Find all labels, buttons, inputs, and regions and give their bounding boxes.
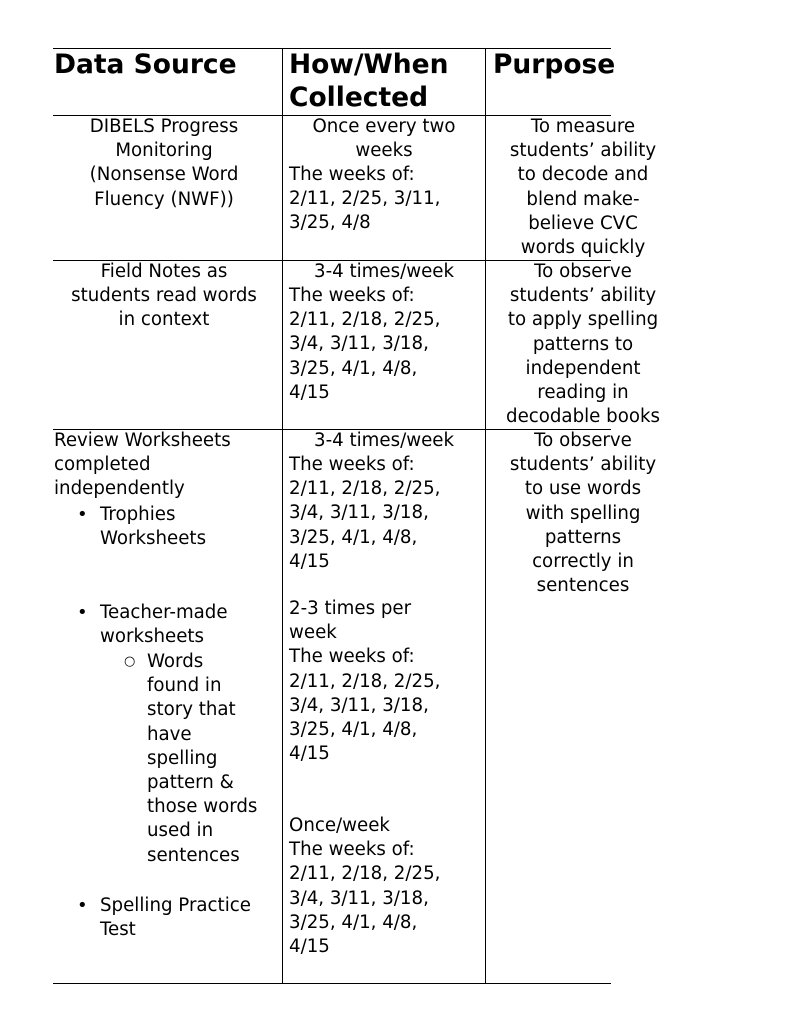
row-2-when-detail: The weeks of: 2/11, 2/18, 2/25, 3/4, 3/11, 3/18, 3/25, 4/1, 4/8, 4/15 bbox=[289, 285, 441, 403]
bullet-spelling-practice-test: Spelling Practice Test bbox=[100, 895, 251, 941]
row-3-purpose: To observe students’ ability to use words with spelling patterns correctly in sentences bbox=[509, 430, 657, 597]
bullet-icon: • bbox=[77, 895, 88, 916]
header-data-source: Data Source bbox=[54, 49, 237, 80]
row-3-when-detail-1: The weeks of: 2/11, 2/18, 2/25, 3/4, 3/11, 3/18, 3/25, 4/1, 4/8, 4/15 bbox=[289, 454, 441, 572]
row-1-purpose: To measure students’ ability to decode and blend make- believe CVC words quickly bbox=[509, 116, 657, 259]
row-3-when-block-3: Once/week The weeks of: 2/11, 2/18, 2/25, 3/4, 3/11, 3/18, 3/25, 4/1, 4/8, 4/15 bbox=[289, 815, 441, 958]
row-3-when-block-2: 2-3 times per week The weeks of: 2/11, 2/18, 2/25, 3/4, 3/11, 3/18, 3/25, 4/1, 4/8, 4/15 bbox=[289, 598, 441, 765]
bullet-icon: • bbox=[77, 504, 88, 525]
bullet-trophies-worksheets: Trophies Worksheets bbox=[100, 504, 207, 550]
row-3-data-source-intro: Review Worksheets completed independently bbox=[54, 430, 231, 500]
table-bottom-border bbox=[53, 983, 611, 984]
header-purpose: Purpose bbox=[493, 49, 616, 80]
row-1-when-detail: The weeks of: 2/11, 2/25, 3/11, 3/25, 4/8 bbox=[289, 164, 441, 234]
row-2-data-source: Field Notes as students read words in context bbox=[71, 261, 257, 331]
header-how-when-collected: How/When Collected bbox=[289, 49, 449, 113]
bullet-teacher-made-worksheets: Teacher-made worksheets bbox=[100, 602, 228, 648]
sub-bullet-words-found: Words found in story that have spelling pattern & those words used in sentences bbox=[147, 651, 258, 866]
row-1-data-source: DIBELS Progress Monitoring (Nonsense Word Fluency (NWF)) bbox=[89, 116, 239, 210]
row-2-when-title: 3-4 times/week bbox=[314, 261, 454, 282]
row-3-when-title-1: 3-4 times/week bbox=[314, 430, 454, 451]
bullet-icon: • bbox=[77, 602, 88, 623]
column-divider-1 bbox=[282, 48, 283, 983]
row-1-when-title: Once every two weeks bbox=[312, 116, 456, 162]
row-2-purpose: To observe students’ ability to apply spelling patterns to independent reading in decodable books bbox=[506, 261, 660, 428]
hollow-bullet-icon: ○ bbox=[124, 654, 136, 669]
